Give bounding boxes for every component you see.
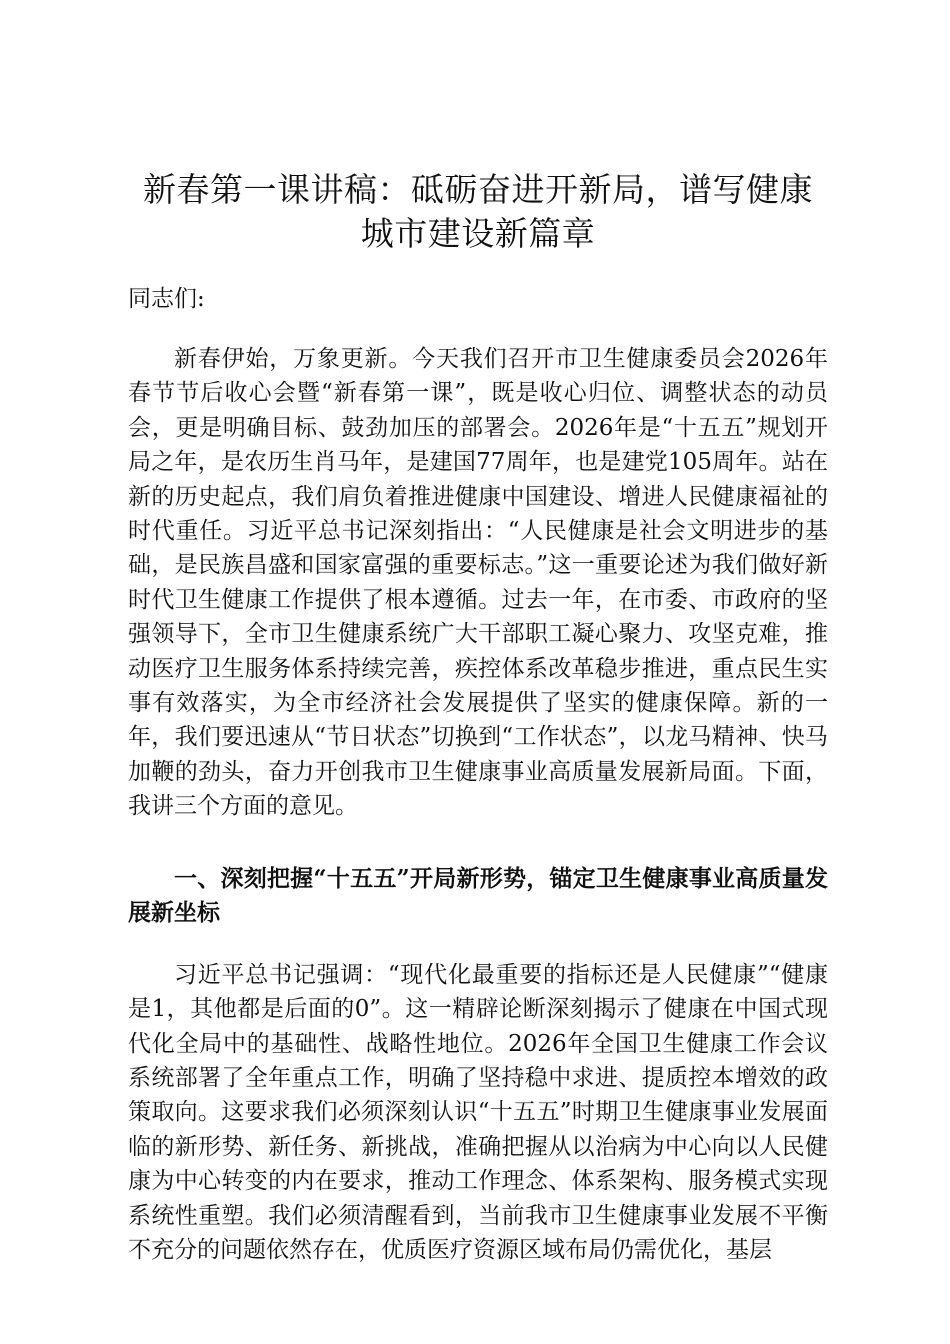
opening-paragraph: 新春伊始，万象更新。今天我们召开市卫生健康委员会2026年春节节后收心会暨“新春第一课”，既是收心归位、调整状态的动员会，更是明确目标、鼓劲加压的部署会。2026年是“十五五”规划开局之年，是农历生肖马年，是建国77周年，也是建党105周年。站在新的历史起点，我们肩负着推进健康中国建设、增进人民健康福祉的时代重任。习近平总书记深刻指出：“人民健康是社会文明进步的基础，是民族昌盛和国家富强的重要标志。”这一重要论述为我们做好新时代卫生健康工作提供了根本遵循。过去一年，在市委、市政府的坚强领导下，全市卫生健康系统广大干部职工凝心聚力、攻坚克难，推动医疗卫生服务体系持续完善，疾控体系改革稳步推进，重点民生实事有效落实，为全市经济社会发展提供了坚实的健康保障。新的一年，我们要迅速从“节日状态”切换到“工作状态”，以龙马精神、快马加鞭的劲头，奋力开创我市卫生健康事业高质量发展新局面。下面，我讲三个方面的意见。 bbox=[128, 346, 828, 820]
section-1-paragraph: 习近平总书记强调：“现代化最重要的指标还是人民健康”“健康是1，其他都是后面的0”。这一精辟论断深刻揭示了健康在中国式现代化全局中的基础性、战略性地位。2026年全国卫生健康工作会议系统部署了全年重点工作，明确了坚持稳中求进、提质控本增效的政策取向。这要求我们必须深刻认识“十五五”时期卫生健康事业发展面临的新形势、新任务、新挑战，准确把握从以治病为中心向以人民健康为中心转变的内在要求，推动工作理念、体系架构、服务模式实现系统性重塑。我们必须清醒看到，当前我市卫生健康事业发展不平衡不充分的问题依然存在，优质医疗资源区域布局仍需优化，基层 bbox=[128, 961, 828, 1263]
document-body bbox=[128, 168, 828, 1267]
document-title: 新春第一课讲稿：砥砺奋进开新局，谱写健康城市建设新篇章 bbox=[143, 170, 813, 253]
section-1-heading: 一、深刻把握“十五五”开局新形势，锚定卫生健康事业高质量发展新坐标 bbox=[128, 864, 828, 926]
salutation: 同志们: bbox=[128, 286, 205, 312]
